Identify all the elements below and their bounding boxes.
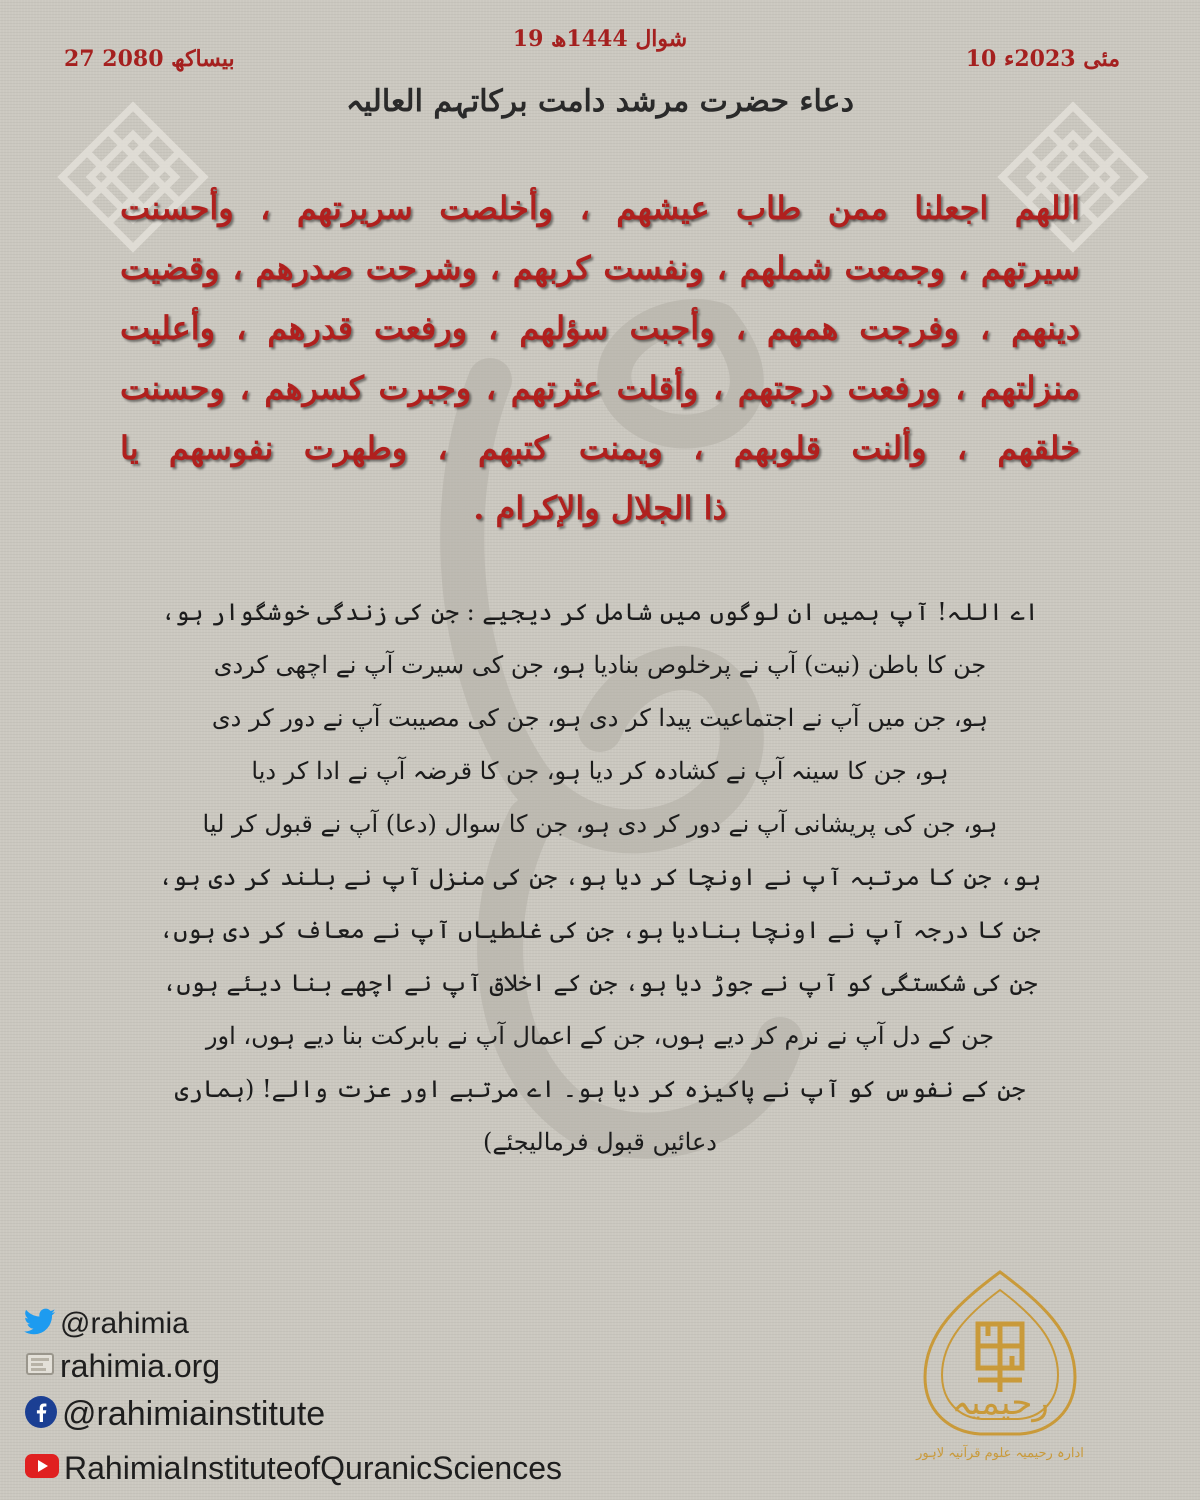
urdu-line: جن کا باطن (نیت) آپ نے پرخلوص بنادیا ہو، جن کی سیرت آپ نے اچھی کردی [213, 651, 987, 679]
youtube-channel: RahimiaInstituteofQuranicSciences [64, 1449, 563, 1486]
youtube-link[interactable] [24, 1446, 562, 1490]
logo-name: رحیمیہ [951, 1383, 1049, 1423]
urdu-line: جن کی شکستگی کو آپ نے جوڑ دیا ہو، جن کے اخلاق آپ نے اچھے بنا دیئے ہوں، [162, 969, 1038, 997]
twitter-handle: @rahimia [60, 1307, 189, 1340]
arabic-line: اللهم اجعلنا ممن طاب عيشهم ، وأخلصت سريرتهم ، وأحسنت [120, 189, 1081, 227]
bikrami-date: 27 بیساکھ 2080 [64, 46, 235, 72]
arabic-dua [120, 178, 1080, 538]
urdu-line: جن کے دل آپ نے نرم کر دیے ہوں، جن کے اعمال آپ نے بابرکت بنا دیے ہوں، اور [205, 1022, 995, 1050]
facebook-icon [24, 1395, 58, 1433]
urdu-line: ہو، جن کی پریشانی آپ نے دور کر دی ہو، جن کا سوال (دعا) آپ نے قبول کر لیا [202, 810, 998, 838]
urdu-line: ہو، جن میں آپ نے اجتماعیت پیدا کر دی ہو، جن کی مصیبت آپ نے دور کر دی [211, 704, 989, 732]
rahimia-logo [900, 1262, 1100, 1492]
arabic-line: خلقهم ، وألنت قلوبهم ، ويمنت كتبهم ، وطهرت نفوسهم يا [120, 429, 1080, 467]
urdu-line: جن کے نفوس کو آپ نے پاکیزہ کر دیا ہو۔ اے مرتبے اور عزت والے! (ہماری [174, 1075, 1026, 1103]
logo-subtitle: ادارہ رحیمیہ علوم قرآنیہ لاہور [916, 1446, 1084, 1461]
twitter-link[interactable] [24, 1302, 189, 1346]
arabic-line: دينهم ، وفرجت همهم ، وأجبت سؤلهم ، ورفعت قدرهم ، وأعليت [120, 309, 1080, 347]
urdu-line: اے اللہ! آپ ہمیں ان لوگوں میں شامل کر دیجیے : جن کی زندگی خوشگوار ہو، [161, 598, 1039, 626]
youtube-icon [24, 1453, 60, 1483]
urdu-translation [150, 586, 1050, 1169]
facebook-link[interactable] [24, 1392, 325, 1436]
website-link[interactable] [24, 1344, 220, 1388]
arabic-line: ذا الجلال والإكرام . [473, 489, 727, 527]
urdu-line: ہو، جن کا سینہ آپ نے کشادہ کر دیا ہو، جن کا قرضہ آپ نے ادا کر دیا [251, 757, 949, 785]
arabic-line: سيرتهم ، وجمعت شملهم ، ونفست كربهم ، وشرحت صدرهم ، وقضيت [120, 249, 1080, 287]
arabic-line: منزلتهم ، ورفعت درجتهم ، وأقلت عثرتهم ، وجبرت كسرهم ، وحسنت [120, 369, 1080, 407]
urdu-line: دعائیں قبول فرمالیجئے) [483, 1128, 717, 1156]
website-url: rahimia.org [60, 1347, 221, 1384]
page-title: دعاء حضرت مرشد دامت برکاتہم العالیہ [346, 84, 854, 119]
urdu-line: جن کا درجہ آپ نے اونچا بنادیا ہو، جن کی غلطیاں آپ نے معاف کر دی ہوں، [159, 916, 1041, 944]
facebook-handle: @rahimiainstitute [62, 1394, 326, 1433]
globe-icon [24, 1350, 56, 1382]
gregorian-date: 10 مئی 2023ء [965, 46, 1120, 72]
urdu-line: ہو، جن کا مرتبہ آپ نے اونچا کر دیا ہو، جن کی منزل آپ نے بلند کر دی ہو، [158, 863, 1042, 891]
twitter-icon [24, 1308, 56, 1340]
hijri-date: 19 شوال 1444ھ [512, 26, 688, 52]
